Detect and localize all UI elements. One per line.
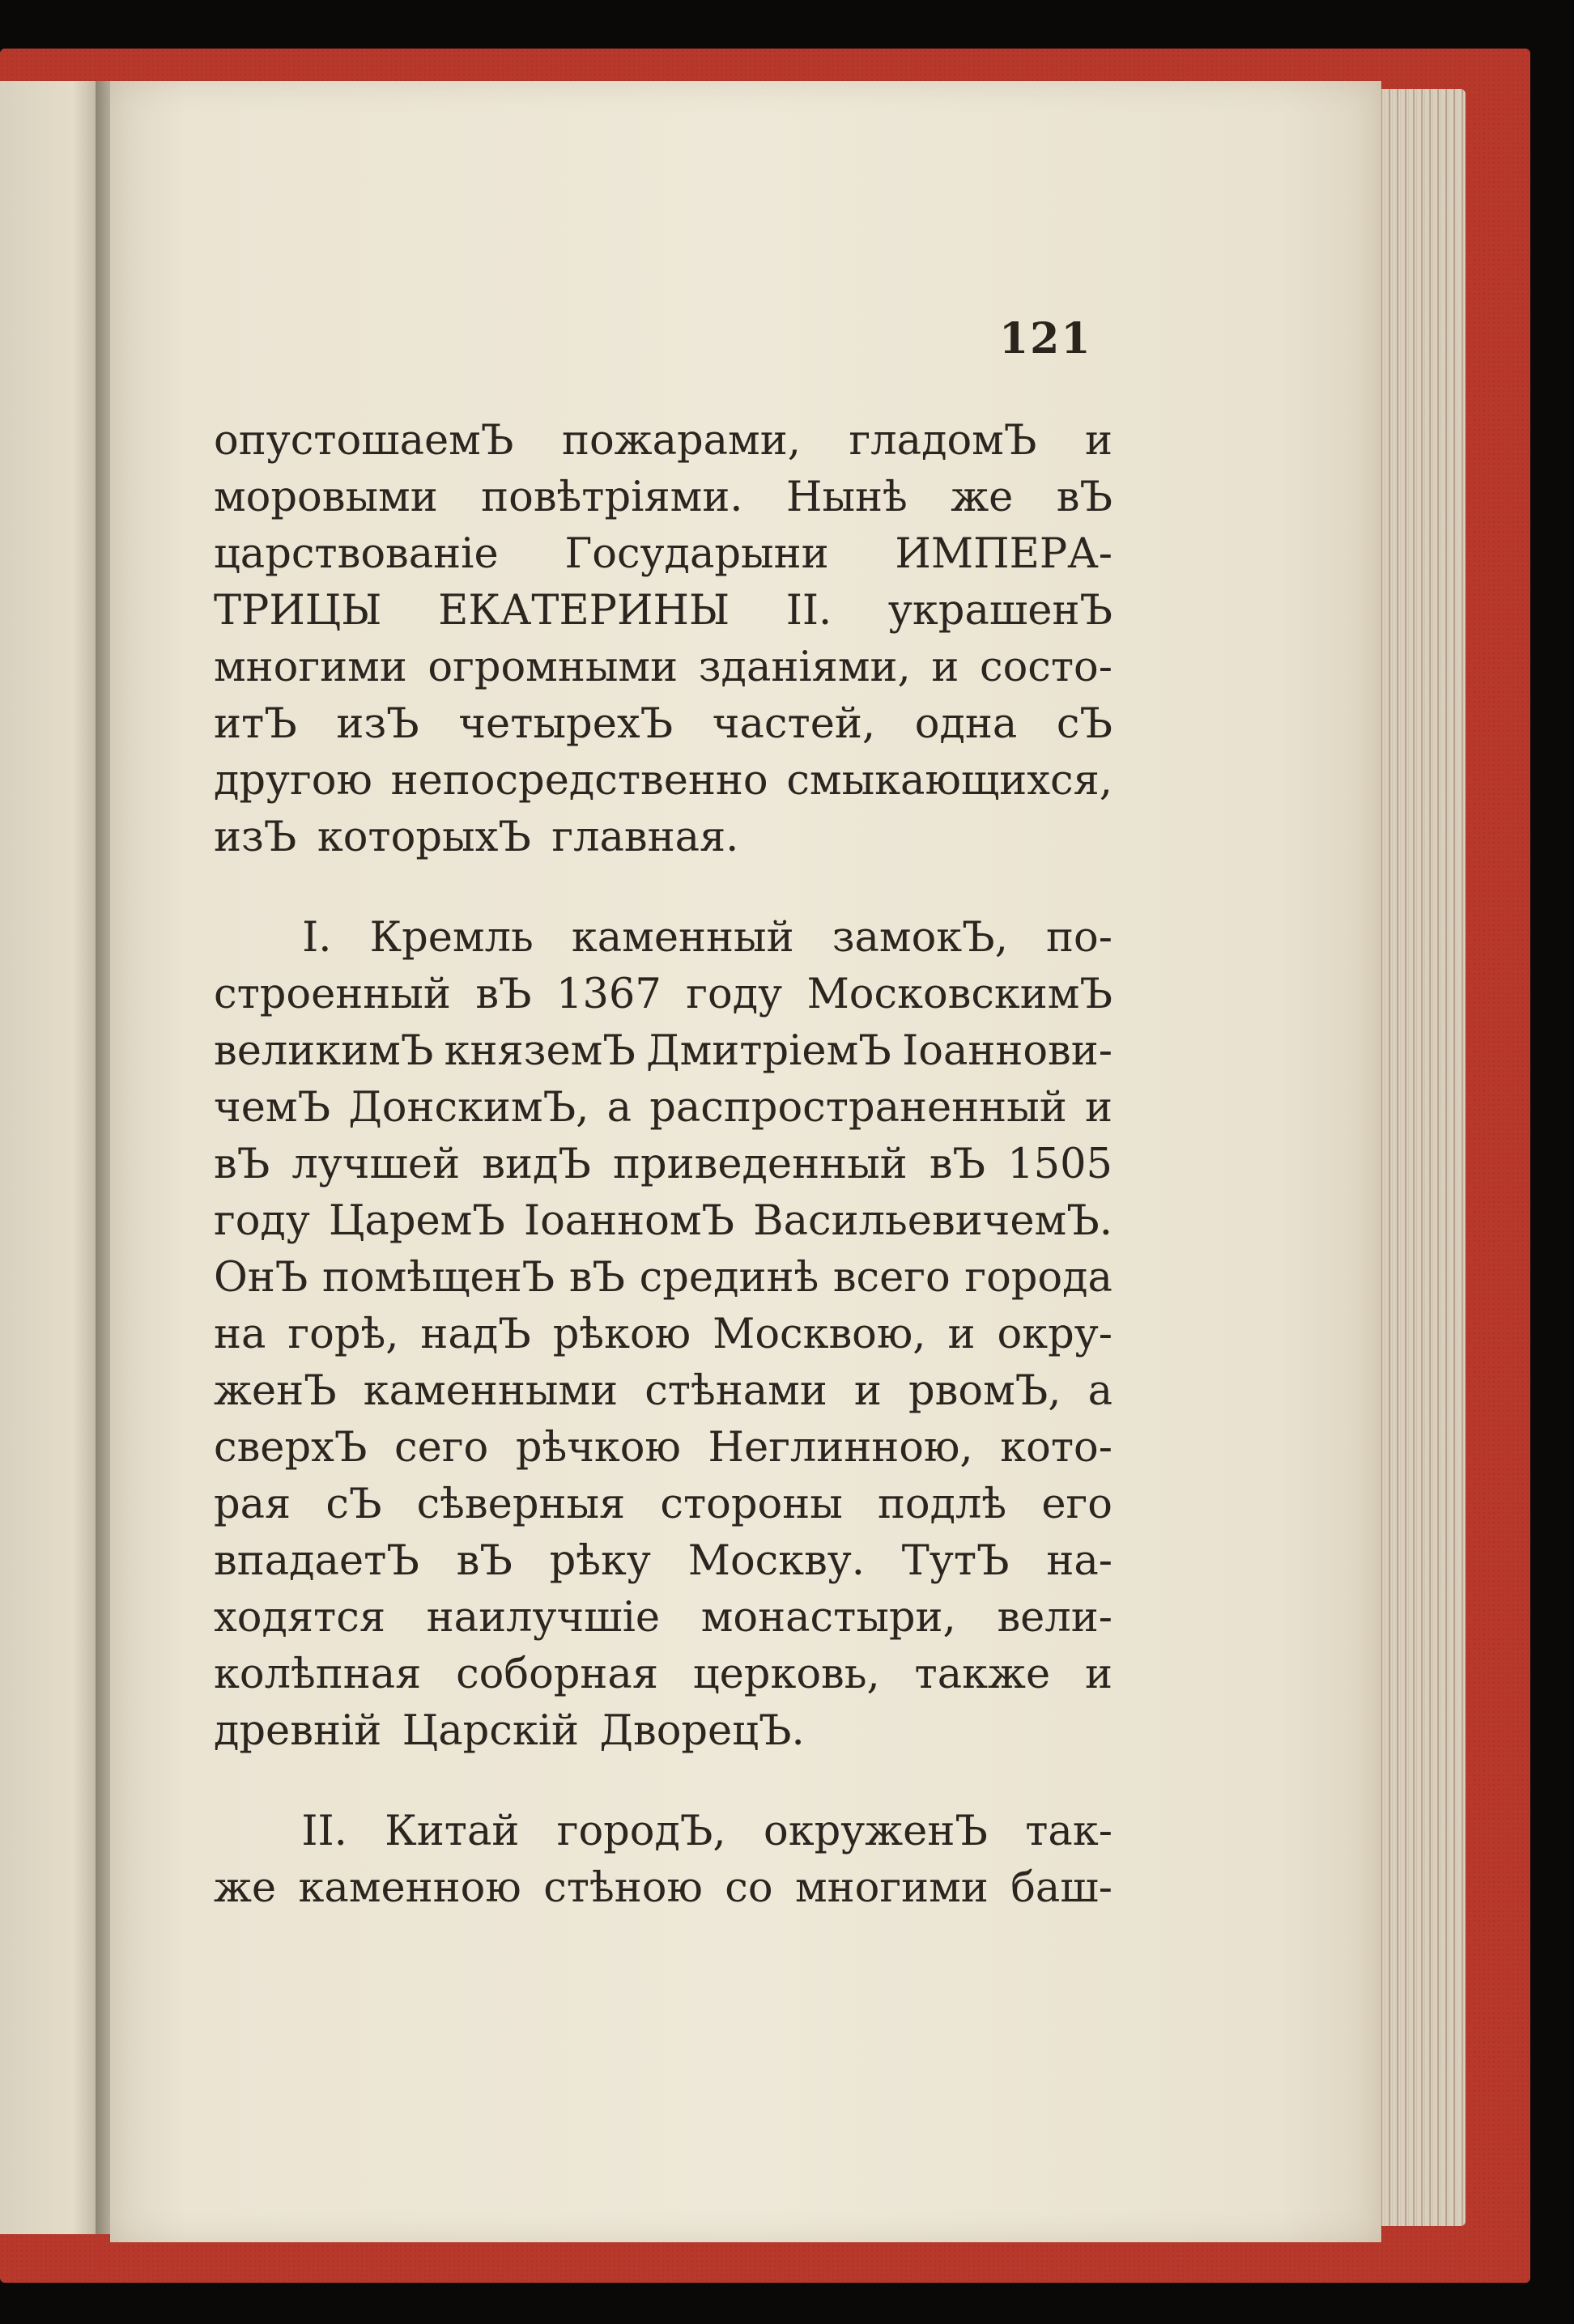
- text-line: сверхЪ сего рѣчкою Неглинною, кото-: [214, 1424, 1112, 1472]
- text-line: женЪ каменными стѣнами и рвомЪ, а: [214, 1367, 1112, 1415]
- text-line: древній Царскій ДворецЪ.: [214, 1707, 805, 1755]
- text-line: на горѣ, надЪ рѣкою Москвою, и окру-: [214, 1311, 1112, 1358]
- text-line: же каменною стѣною со многими баш-: [214, 1864, 1112, 1912]
- text-line: вЪ лучшей видЪ приведенный вЪ 1505: [214, 1141, 1112, 1188]
- paragraph: [214, 910, 1112, 1760]
- text-line: рая сЪ сѣверныя стороны подлѣ его: [214, 1481, 1112, 1528]
- text-line: ТРИЦЫ ЕКАТЕРИНЫ II. украшенЪ: [214, 587, 1112, 635]
- text-line: ходятся наилучшіе монастыри, вели-: [214, 1594, 1112, 1642]
- page-number: 121: [999, 314, 1092, 363]
- paragraph: [214, 1804, 1112, 1917]
- text-line: опустошаемЪ пожарами, гладомЪ и: [214, 417, 1112, 465]
- text-line: II. Китай городЪ, окруженЪ так-: [301, 1808, 1112, 1855]
- text-line: великимЪ княземЪ ДмитріемЪ Іоаннови-: [214, 1027, 1112, 1075]
- text-line: изЪ которыхЪ главная.: [214, 814, 739, 861]
- text-line: ОнЪ помѣщенЪ вЪ срединѣ всего города: [214, 1254, 1112, 1302]
- text-line: итЪ изЪ четырехЪ частей, одна сЪ: [214, 700, 1112, 748]
- text-line: впадаетЪ вЪ рѣку Москву. ТутЪ на-: [214, 1537, 1112, 1585]
- text-line: колѣпная соборная церковь, также и: [214, 1651, 1112, 1698]
- paragraph: [214, 413, 1112, 866]
- text-line: другою непосредственно смыкающихся,: [214, 757, 1112, 805]
- text-line: моровыми повѣтріями. Нынѣ же вЪ: [214, 474, 1112, 521]
- page-edges: [1368, 89, 1466, 2226]
- text-line: году ЦаремЪ ІоанномЪ ВасильевичемЪ.: [214, 1197, 1112, 1245]
- text-line: чемЪ ДонскимЪ, а распространенный и: [214, 1084, 1112, 1132]
- text-line: царствованіе Государыни ИМПЕРА-: [214, 530, 1112, 578]
- text-line: строенный вЪ 1367 году МосковскимЪ: [214, 971, 1112, 1018]
- text-line: многими огромными зданіями, и состо-: [214, 644, 1112, 691]
- left-page: [0, 81, 104, 2234]
- page-text: [214, 413, 1112, 1917]
- text-line: I. Кремль каменный замокЪ, по-: [302, 914, 1112, 962]
